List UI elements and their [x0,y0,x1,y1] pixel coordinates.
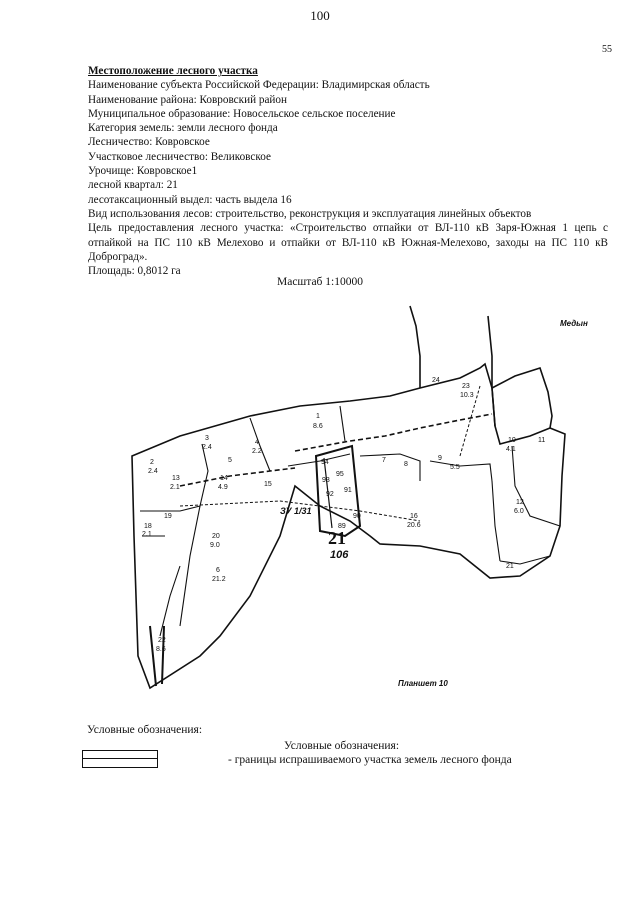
quarter-number: 21 [328,528,346,548]
svg-text:6.0: 6.0 [514,508,524,515]
svg-text:21.2: 21.2 [212,576,226,583]
allotment-22: 22 [158,637,166,644]
allotment-11: 11 [538,437,546,444]
svg-text:2.2: 2.2 [252,448,262,455]
svg-text:20.6: 20.6 [407,522,421,529]
forestry-line: Лесничество: Ковровское [88,136,210,149]
allotment-24: 24 [432,377,440,384]
section-heading: Местоположение лесного участка [88,65,258,77]
subject-line: Наименование субъекта Российской Федерации: Владимирская область [88,79,430,92]
svg-text:10.3: 10.3 [460,392,474,399]
svg-text:2.1: 2.1 [170,484,180,491]
tract-line: Урочище: Ковровское1 [88,165,198,178]
svg-text:2.1: 2.1 [142,531,152,538]
quarter-line: лесной квартал: 21 [88,179,178,192]
sheet-number: 55 [602,44,612,55]
svg-text:2.4: 2.4 [202,444,212,451]
map-scale: Масштаб 1:10000 [277,276,363,288]
allotment-9: 9 [438,455,442,462]
zone-label: ЗУ 1/31 [280,506,312,516]
legend-boundary-symbol [82,750,158,768]
allotment-18: 18 [144,523,152,530]
land-category-line: Категория земель: земли лесного фонда [88,122,278,135]
svg-text:8.6: 8.6 [313,423,323,430]
location-description [88,64,608,278]
point-94: 94 [321,459,329,466]
quarter-area: 106 [330,549,349,561]
boundary-north [410,306,420,388]
svg-text:5.5: 5.5 [450,464,460,471]
allotment-13: 13 [172,475,180,482]
point-90: 90 [353,513,361,520]
allotment-line: лесотаксационный выдел: часть выдела 16 [88,193,292,206]
allotment-23: 23 [462,383,470,390]
area-line: Площадь: 0,8012 га [88,265,181,278]
use-type-line: Вид использования лесов: строительство, реконструкция и эксплуатация линейных объектов [88,207,532,220]
allotment-10: 10 [508,437,516,444]
legend-title-repeat: Условные обозначения: [284,740,400,752]
road-line [295,414,492,451]
allotment-3: 3 [205,435,209,442]
allotment-14: 14 [220,475,228,482]
allotment-7: 7 [382,457,386,464]
allotment-20: 20 [212,533,220,540]
legend-item-text: - границы испрашиваемого участка земель лесного фонда [228,754,512,766]
allotment-2: 2 [150,459,154,466]
page-number: 100 [310,8,330,23]
svg-text:8.6: 8.6 [156,646,166,653]
purpose-line: Цель предоставления лесного участка: «Строительство отпайки от ВЛ-110 кВ Заря-Южная 1 цепь с отпайкой на ПС 110 кВ Мелехово и отпайки от ВЛ-110 кВ Южная-Мелехово, заходы на ПС 110 кВ Доброград». [88,222,608,263]
allotment-12: 12 [516,499,524,506]
allotment-6: 6 [216,567,220,574]
forest-plan-map [120,296,620,696]
allotment-4: 4 [255,439,259,446]
quarter-boundary [132,364,565,688]
point-91: 91 [344,487,352,494]
allotment-21: 21 [506,563,514,570]
allotment-16: 16 [410,513,418,520]
allotment-5: 5 [228,457,232,464]
allotment-15: 15 [264,481,272,488]
map-label-bottom: Планшет 10 [398,679,448,688]
point-92: 92 [326,491,334,498]
svg-text:9.0: 9.0 [210,542,220,549]
point-95: 95 [336,471,344,478]
district-line: Наименование района: Ковровский район [88,93,287,106]
legend-title: Условные обозначения: [87,724,203,736]
svg-text:2.4: 2.4 [148,468,158,475]
allotment-1: 1 [316,413,320,420]
allotment-19: 19 [164,513,172,520]
allotment-8: 8 [404,461,408,468]
point-93: 93 [322,477,330,484]
municipality-line: Муниципальное образование: Новосельское сельское поселение [88,107,396,120]
svg-text:4.1: 4.1 [506,446,516,453]
svg-text:4.9: 4.9 [218,484,228,491]
district-forestry-line: Участковое лесничество: Великовское [88,150,271,163]
point-89: 89 [338,523,346,530]
map-label-top-right: Медын [560,319,588,328]
